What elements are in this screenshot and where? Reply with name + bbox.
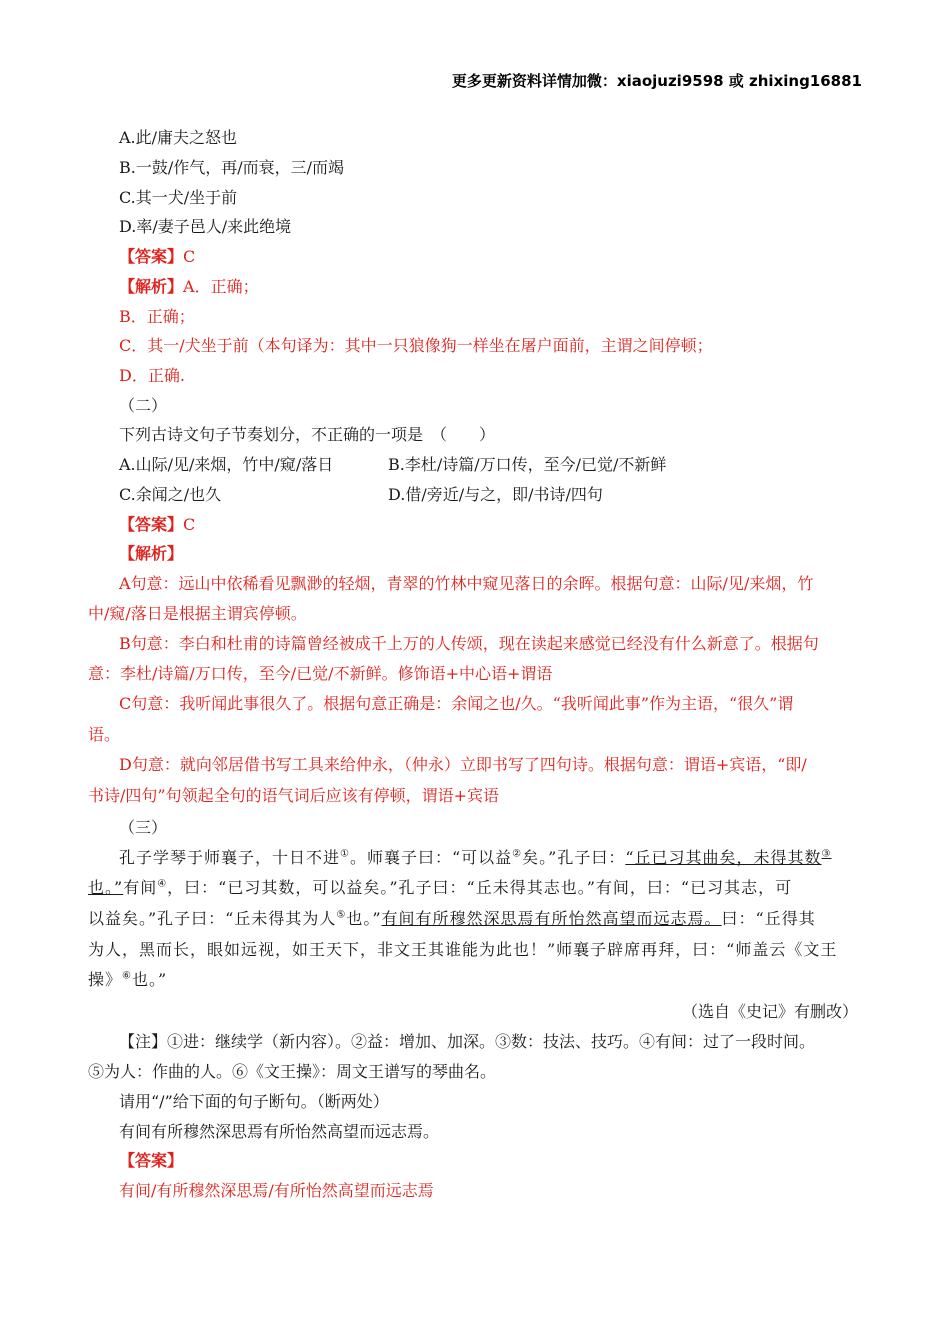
q1-option-b: B.一鼓/作气，再/而衰，三/而竭 xyxy=(119,158,345,177)
q2-analysis-line: 中/窥/落日是根据主谓宾停顿。 xyxy=(88,604,307,623)
q2-analysis-line: 书诗/四句”句领起全句的语气词后应该有停顿，谓语+宾语 xyxy=(88,786,499,805)
passage-line xyxy=(88,909,816,929)
q3-answer-label: 【答案】 xyxy=(119,1151,184,1170)
q2-analysis-line: 意：李杜/诗篇/万口传，至今/已觉/不新鲜。修饰语+中心语+谓语 xyxy=(88,664,553,683)
passage-text: 孔子学琴于师襄子，十日不进 xyxy=(119,848,341,867)
q2-analysis-line: C句意：我听闻此事很久了。根据句意正确是：余闻之也/久。“我听闻此事”作为主语，“很久”谓 xyxy=(119,694,794,713)
q2-analysis-line: 语。 xyxy=(88,725,121,744)
underlined-text: 也。” xyxy=(88,878,124,897)
answer-label: 【答案】 xyxy=(119,515,184,534)
passage-line xyxy=(88,970,167,990)
passage-line: 为人，黑而长，眼如远视，如王天下，非文王其谁能为此也！”师襄子辟席再拜，曰：“师盖云《文王 xyxy=(88,940,838,959)
passage-text: 也。” xyxy=(346,909,382,928)
analysis-label: 【解析】 xyxy=(119,277,184,296)
notes-line: 【注】①进：继续学（新内容）。②益：增加、加深。③数：技法、技巧。④有间：过了一段时间。 xyxy=(119,1032,816,1051)
passage-text: 曰：“丘得其 xyxy=(721,909,816,928)
page-header: 更多更新资料详情加微：xiaojuzi9598 或 zhixing16881 xyxy=(451,72,862,90)
q3-answer-value: 有间/有所穆然深思焉/有所怡然高望而远志焉 xyxy=(119,1181,434,1200)
passage-text: 有间 xyxy=(123,878,158,897)
answer-label: 【答案】 xyxy=(119,247,184,266)
q2-option-a: A.山际/见/来烟，竹中/窥/落日 xyxy=(119,455,334,474)
passage-text: 矣。”孔子曰： xyxy=(522,848,626,867)
q1-analysis-c: C．其一/犬坐于前（本句译为：其中一只狼像狗一样坐在屠户面前，主谓之间停顿； xyxy=(119,336,713,355)
q2-analysis-line: B句意：李白和杜甫的诗篇曾经被成千上万的人传颂，现在读起来感觉已经没有什么新意了。根据句 xyxy=(119,634,819,653)
passage-source: （选自《史记》有删改） xyxy=(681,1002,858,1021)
underlined-text: “丘已习其曲矣，未得其数 xyxy=(625,848,822,867)
q2-section: （二） xyxy=(119,396,168,415)
q1-answer xyxy=(119,247,195,267)
q2-analysis-line: A句意：远山中依稀看见飘渺的轻烟，青翠的竹林中窥见落日的余晖。根据句意：山际/见/来烟，竹 xyxy=(119,574,814,593)
footnote-mark: ⑤ xyxy=(336,909,347,921)
passage-text: 以益矣。”孔子曰：“丘未得其为人 xyxy=(88,909,337,928)
passage-text: 。师襄子曰：“可以益 xyxy=(349,848,513,867)
q1-option-a: A.此/庸夫之怒也 xyxy=(119,128,238,147)
answer-value: C xyxy=(183,515,196,534)
footnote-mark: ① xyxy=(340,848,350,860)
q2-option-b: B.李杜/诗篇/万口传，至今/已觉/不新鲜 xyxy=(388,455,667,474)
passage-line xyxy=(119,848,831,868)
underlined-text: 有间有所穆然深思焉有所怡然高望而远志焉。 xyxy=(381,909,722,928)
q2-option-c: C.余闻之/也久 xyxy=(119,485,222,504)
q2-analysis-label: 【解析】 xyxy=(119,544,184,563)
passage-line xyxy=(88,878,792,898)
footnote-mark: ⑥ xyxy=(122,970,132,982)
notes-line: ⑤为人：作曲的人。⑥《文王操》：周文王谱写的琴曲名。 xyxy=(88,1062,497,1081)
q1-analysis-b: B．正确； xyxy=(119,307,195,326)
analysis-text: A．正确； xyxy=(183,277,259,296)
footnote-mark: ② xyxy=(512,848,523,860)
passage-text: ，曰：“已习其数，可以益矣。”孔子曰：“丘未得其志也。”有间，曰：“已习其志，可 xyxy=(167,878,793,897)
q2-analysis-line: D句意：就向邻居借书写工具来给仲永，（仲永）立即书写了四句诗。根据句意：谓语+宾语，“即/ xyxy=(119,755,807,774)
passage-text: 也。” xyxy=(131,970,168,989)
footnote-mark: ④ xyxy=(157,878,168,890)
q2-answer xyxy=(119,515,195,535)
footnote-mark: ③ xyxy=(821,848,832,860)
q1-option-c: C.其一犬/坐于前 xyxy=(119,188,238,207)
q3-sentence: 有间有所穆然深思焉有所怡然高望而远志焉。 xyxy=(119,1122,440,1141)
q1-option-d: D.率/妻子邑人/来此绝境 xyxy=(119,217,292,236)
q3-task: 请用“/”给下面的句子断句。（断两处） xyxy=(119,1092,389,1111)
q1-analysis xyxy=(119,277,259,297)
q3-section: （三） xyxy=(119,818,168,837)
q2-stem: 下列古诗文句子节奏划分，不正确的一项是 （ ） xyxy=(119,425,496,444)
q1-analysis-d: D．正确. xyxy=(119,366,185,385)
q2-option-d: D.借/旁近/与之，即/书诗/四句 xyxy=(388,485,603,504)
passage-text: 操》 xyxy=(88,970,123,989)
answer-value: C xyxy=(183,247,196,266)
